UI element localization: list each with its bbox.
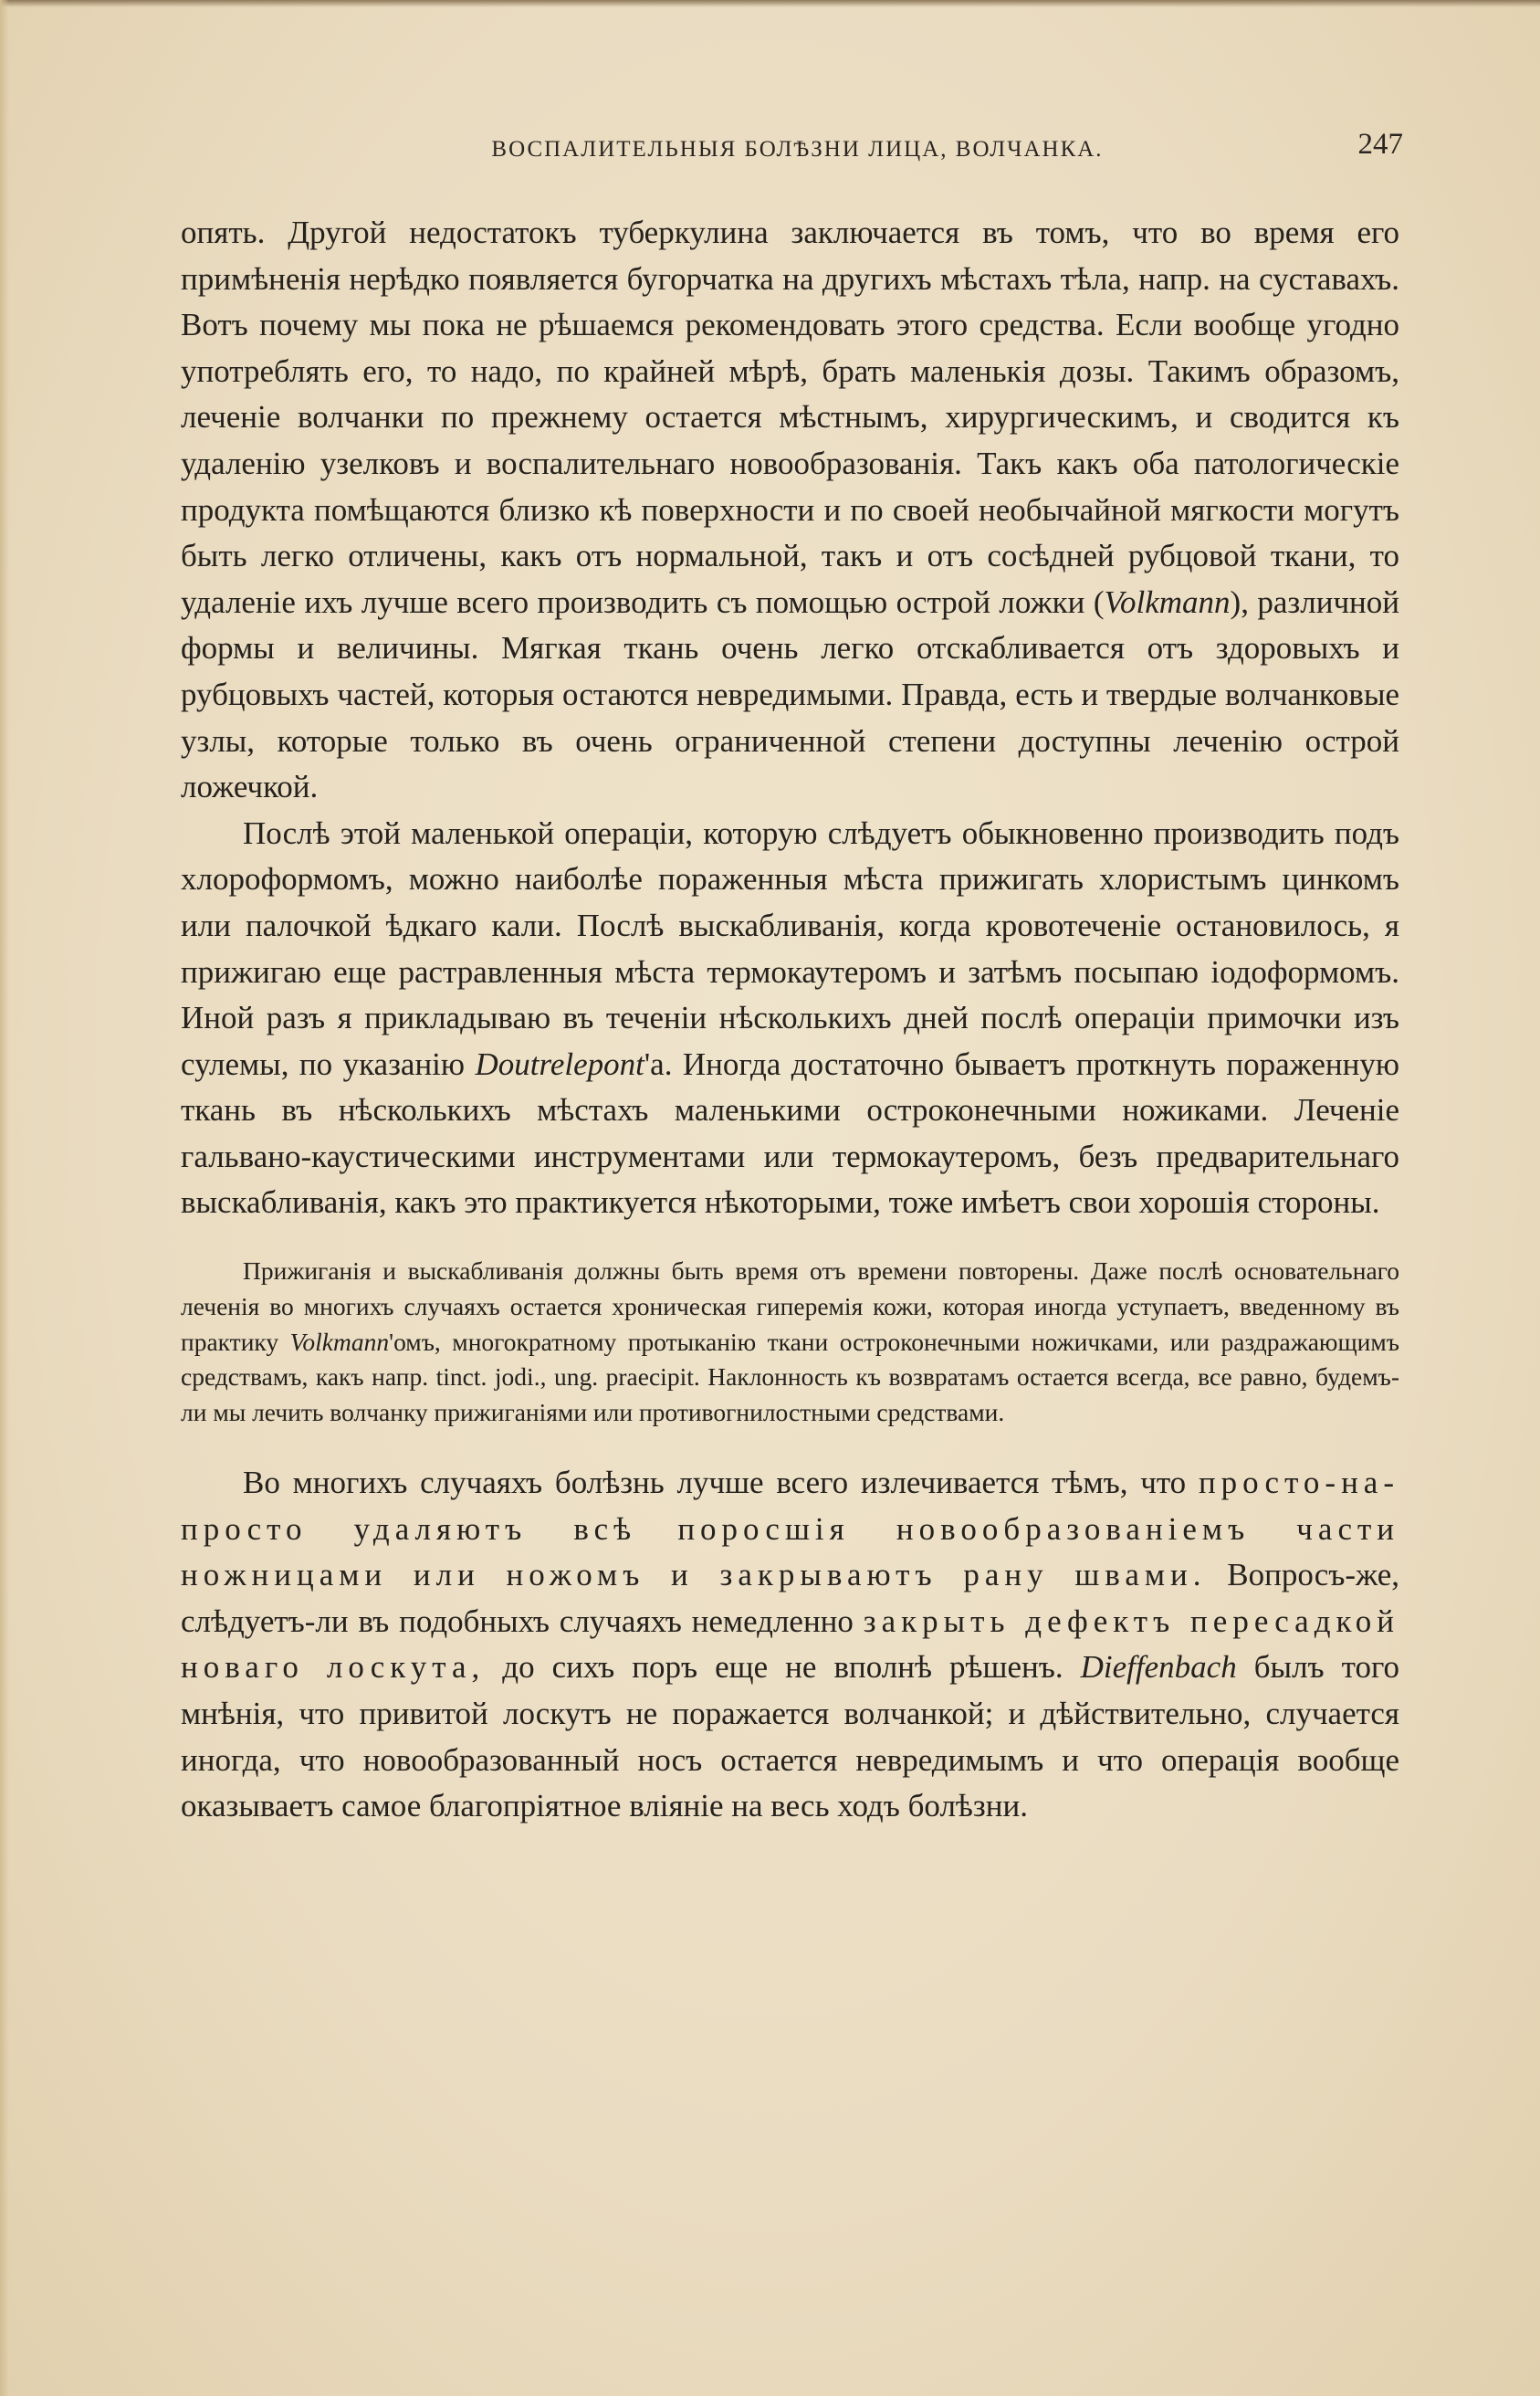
paragraph-2-text-a: Послѣ этой маленькой операціи, которую слѣдуетъ обыкновенно производить подъ хлороформомъ, можно наиболѣе пораженныя мѣста прижигать хлористымъ цинкомъ или палочкой ѣдкаго кали. Послѣ выскабливанія, когда кровотеченіе остановилось, я прижигаю еще растравленныя мѣста термокаутеромъ и затѣмъ посыпаю іодоформомъ. Иной разъ я прикладываю въ теченіи нѣсколькихъ дней послѣ операціи примочки изъ сулемы, по указанію [181,814,1399,1082]
emphasized-phrase-2: поросшія новообразованіемъ части ножницами или ножомъ и закрываютъ рану швами. [181,1510,1400,1593]
author-name-suffix: 'а [644,1046,665,1082]
emphasized-phrase-1: просто-на-просто удаляютъ всѣ [181,1465,1399,1547]
page-number: 247 [1357,128,1403,161]
page-text [181,210,1399,1830]
emphasized-phrase-3: закрыть дефектъ пересадкой новаго лоскута, [181,1603,1399,1686]
author-name-doutrelepont: Doutrelepont [475,1046,644,1082]
paragraph-2-text-b: . Иногда достаточно бываетъ проткнуть пораженную ткань въ нѣсколькихъ мѣстахъ маленькими остроконечными ножиками. Леченіе гальвано-каустическими инструментами или термокаутеромъ, безъ предварительнаго выскабливанія, какъ это практикуется нѣкоторыми, тоже имѣетъ свои хорошія стороны. [181,1046,1399,1221]
paragraph-3-text-a: Во многихъ случаяхъ болѣзнь лучше всего излечивается тѣмъ, что [243,1465,1199,1501]
page-left-edge [0,0,9,2396]
page-header [192,128,1403,170]
paragraph-3-text-d: былъ того мнѣнія, что привитой лоскутъ не поражается волчанкой; и дѣйствительно, случается иногда, что новообразованный носъ остается невредимымъ и что операція вообще оказываетъ самое благопріятное вліяніе на весь ходъ болѣзни. [181,1649,1399,1824]
page-top-edge [0,0,1540,7]
note-text-b: 'омъ, многократному протыканію ткани остроконечными ножичками, или раздражающимъ средствамъ, какъ напр. tinct. jodi., ung. praecipit. Наклонность къ возвратамъ остается всегда, все равно, будемъ-ли мы лечить волчанку прижиганіями или противогнилостными средствами. [181,1327,1399,1427]
note-text-a: Прижиганія и выскабливанія должны быть время отъ времени повторены. Даже послѣ основательнаго леченія во многихъ случаяхъ остается хроническая гиперемія кожи, которая иногда уступаетъ, введенному въ практику [181,1256,1399,1356]
paragraph-3 [181,1460,1399,1830]
author-name-dieffenbach: Dieffenbach [1080,1649,1237,1686]
paragraph-3-text-c: до сихъ поръ еще не вполнѣ рѣшенъ. [485,1649,1081,1686]
small-print-note [181,1254,1399,1431]
note-author-name-volkmann: Volkmann [289,1327,390,1356]
author-name-volkmann: Volkmann [1104,583,1231,620]
running-head: ВОСПАЛИТЕЛЬНЫЯ БОЛѢЗНИ ЛИЦА, ВОЛЧАНКА. [491,137,1104,162]
paragraph-1-text-b: ), различной формы и величины. Мягкая ткань очень легко отскабливается отъ здоровыхъ и рубцовыхъ частей, которыя остаются невредимыми. Правда, есть и твердые волчанковые узлы, которые только въ очень ограниченной степени доступны леченію острой ложечкой. [181,583,1400,805]
paragraph-2 [181,811,1399,1226]
paragraph-1-text-a: опять. Другой недостатокъ туберкулина заключается въ томъ, что во время его примѣненія нерѣдко появляется бугорчатка на другихъ мѣстахъ тѣла, напр. на суставахъ. Вотъ почему мы пока не рѣшаемся рекомендовать этого средства. Если вообще угодно употреблять его, то надо, по крайней мѣрѣ, брать маленькія дозы. Такимъ образомъ, леченіе волчанки по прежнему остается мѣстнымъ, хирургическимъ, и сводится къ удаленію узелковъ и воспалительнаго новообразованія. Такъ какъ оба патологическіе продукта помѣщаются близко кѣ поверхности и по своей необычайной мягкости могутъ быть легко отличены, какъ отъ нормальной, такъ и отъ сосѣдней рубцовой ткани, то удаленіе ихъ лучше всего производить съ помощью острой ложки ( [181,215,1399,620]
paragraph-3-text-b: Вопросъ-же, слѣдуетъ-ли въ подобныхъ случаяхъ немедленно [181,1557,1399,1639]
paragraph-1 [181,210,1399,811]
